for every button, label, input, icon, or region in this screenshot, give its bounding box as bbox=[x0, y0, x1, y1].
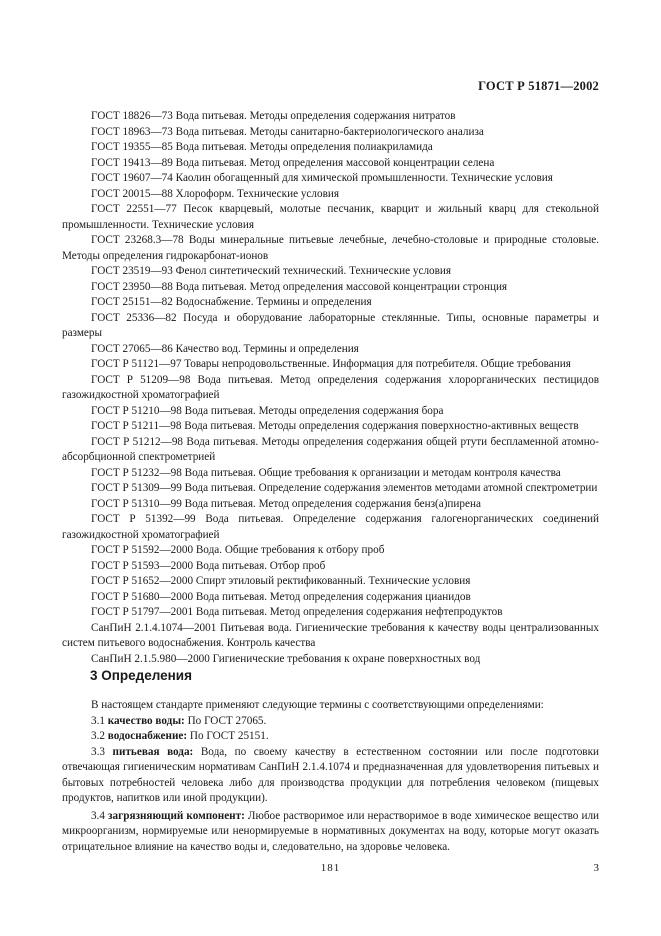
reference-item: ГОСТ 18826—73 Вода питьевая. Методы определения содержания нитратов bbox=[91, 110, 456, 122]
reference-item: ГОСТ 23950—88 Вода питьевая. Метод определения массовой концентрации стронция bbox=[91, 280, 508, 293]
reference-item: ГОСТ 18963—73 Вода питьевая. Методы санитарно-бактериологического анализа bbox=[91, 125, 484, 138]
reference-item: ГОСТ 19607—74 Каолин обогащенный для химической промышленности. Технические условия bbox=[91, 172, 553, 184]
definition-term: водоснабжение: bbox=[107, 730, 188, 742]
definition-number: 3.2 bbox=[91, 730, 105, 742]
reference-item: ГОСТ 22551—77 Песок кварцевый, молотые песчаник, кварцит и жильный кварц для стекольной промышленности. Технические условия bbox=[62, 203, 599, 231]
reference-item: ГОСТ 25151—82 Водоснабжение. Термины и определения bbox=[91, 296, 372, 308]
reference-item: ГОСТ Р 51593—2000 Вода питьевая. Отбор проб bbox=[91, 559, 326, 572]
page-number-center: 181 bbox=[320, 862, 341, 874]
reference-item: ГОСТ Р 51797—2001 Вода питьевая. Метод определения содержания нефтепродуктов bbox=[91, 606, 503, 618]
definition-text: По ГОСТ 25151. bbox=[189, 730, 269, 742]
definitions-section bbox=[62, 698, 599, 855]
definition-number: 3.1 bbox=[91, 714, 105, 727]
definition-text: Вода, по своему качеству в естественном состоянии или после подготовки отвечающая гигиеническим нормативам СанПиН 2.1.4.1074 и предназначенная для удовлетворения питьевых и бытовых потребностей человека либо для производства продукции для потребления человеком (пищевых продуктов, напитков или иной продукции). bbox=[62, 745, 599, 804]
reference-item: ГОСТ Р 51652—2000 Спирт этиловый ректификованный. Технические условия bbox=[91, 575, 471, 587]
normative-references-list bbox=[62, 109, 599, 667]
reference-item: ГОСТ Р 51121—97 Товары непродовольственные. Информация для потребителя. Общие требования bbox=[91, 358, 571, 370]
document-standard-id: ГОСТ Р 51871—2002 bbox=[478, 79, 599, 93]
definition-item bbox=[62, 809, 599, 856]
reference-item: ГОСТ 19355—85 Вода питьевая. Методы определения полиакриламида bbox=[91, 141, 433, 153]
definition-term: загрязняющий компонент: bbox=[108, 809, 245, 822]
reference-item: ГОСТ Р 51210—98 Вода питьевая. Методы определения содержания бора bbox=[91, 404, 444, 417]
reference-item: ГОСТ 20015—88 Хлороформ. Технические условия bbox=[91, 187, 339, 200]
definitions-intro: В настоящем стандарте применяют следующие термины с соответствующими определениями: bbox=[91, 699, 544, 711]
definition-number: 3.3 bbox=[91, 745, 105, 758]
definition-item bbox=[62, 745, 599, 807]
reference-item: ГОСТ 27065—86 Качество вод. Термины и определения bbox=[91, 342, 359, 355]
reference-item: ГОСТ 23519—93 Фенол синтетический технический. Технические условия bbox=[91, 265, 452, 277]
definition-item bbox=[62, 714, 599, 730]
reference-item: ГОСТ Р 51680—2000 Вода питьевая. Метод определения содержания цианидов bbox=[91, 590, 471, 603]
definition-term: питьевая вода: bbox=[112, 745, 194, 758]
reference-item: СанПиН 2.1.5.980—2000 Гигиенические требования к охране поверхностных вод bbox=[91, 652, 481, 665]
definition-item bbox=[62, 729, 599, 745]
reference-item: СанПиН 2.1.4.1074—2001 Питьевая вода. Гигиенические требования к качеству воды централизованных систем питьевого водоснабжения. Контроль качества bbox=[62, 621, 599, 649]
reference-item: ГОСТ Р 51309—99 Вода питьевая. Определение содержания элементов методами атомной спектрометрии bbox=[91, 482, 598, 494]
definition-number: 3.4 bbox=[91, 809, 105, 822]
reference-item: ГОСТ Р 51209—98 Вода питьевая. Метод определения содержания хлорорганических пестицидов газожидкостной хроматографией bbox=[62, 373, 599, 401]
reference-item: ГОСТ 23268.3—78 Воды минеральные питьевые лечебные, лечебно-столовые и природные столовые. Методы определения гидрокарбонат-ионов bbox=[62, 234, 599, 262]
reference-item: ГОСТ 25336—82 Посуда и оборудование лабораторные стеклянные. Типы, основные параметры и размеры bbox=[62, 311, 599, 339]
reference-item: ГОСТ Р 51211—98 Вода питьевая. Методы определения содержания поверхностно-активных веществ bbox=[91, 420, 579, 432]
reference-item: ГОСТ Р 51212—98 Вода питьевая. Методы определения содержания общей ртути беспламенной атомно-абсорбционной спектрометрией bbox=[62, 435, 599, 463]
definition-text: Любое растворимое или нерастворимое в воде химическое вещество или микроорганизм, нормируемые или ненормируемые в нормативных документах на воду, которые могут оказать отрицательное влияние на качество воды и, следовательно, на здоровье человека. bbox=[62, 809, 600, 853]
reference-item: ГОСТ Р 51392—99 Вода питьевая. Определение содержания галогенорганических соединений газожидкостной хроматографией bbox=[62, 513, 599, 541]
reference-item: ГОСТ Р 51592—2000 Вода. Общие требования к отбору проб bbox=[91, 544, 385, 556]
definition-text: По ГОСТ 27065. bbox=[187, 714, 267, 727]
definition-term: качество воды: bbox=[107, 714, 185, 727]
reference-item: ГОСТ Р 51310—99 Вода питьевая. Метод определения содержания бенз(а)пирена bbox=[91, 497, 481, 510]
page-number-right: 3 bbox=[593, 862, 599, 874]
reference-item: ГОСТ 19413—89 Вода питьевая. Метод определения массовой концентрации селена bbox=[91, 156, 495, 169]
reference-item: ГОСТ Р 51232—98 Вода питьевая. Общие требования к организации и методам контроля качества bbox=[91, 466, 561, 479]
section-heading-definitions: 3 Определения bbox=[90, 668, 192, 683]
